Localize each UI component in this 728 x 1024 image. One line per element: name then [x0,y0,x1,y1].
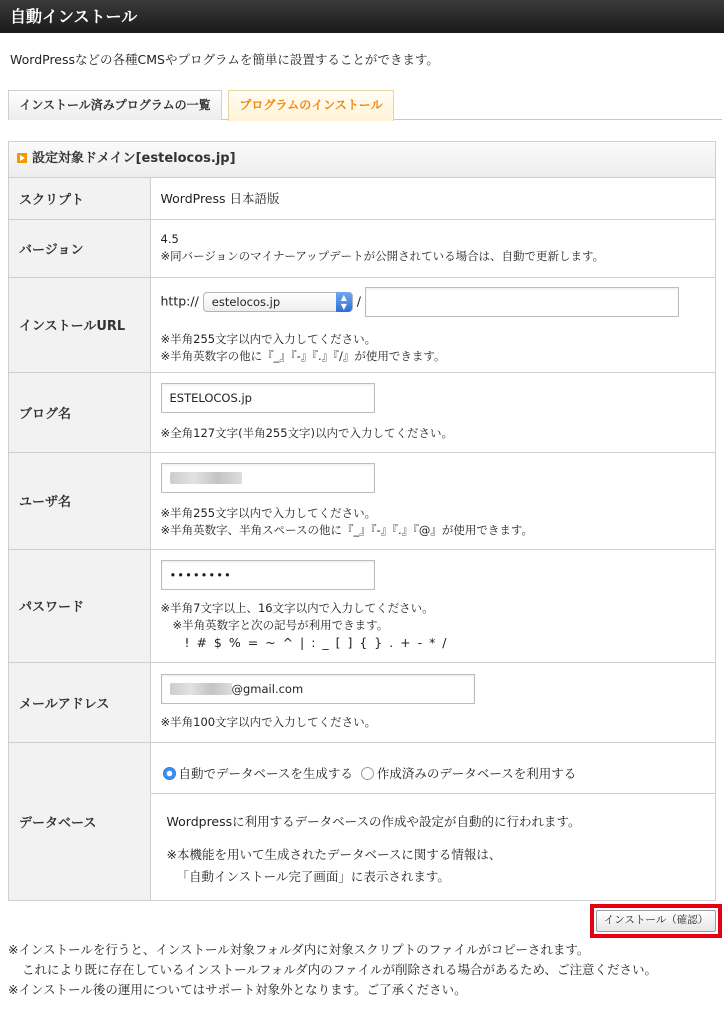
tab-installed-programs[interactable]: インストール済みプログラムの一覧 [8,90,222,120]
select-arrows-icon: ▲ ▼ [336,292,352,312]
blog-name-input[interactable]: ESTELOCOS.jp [161,383,375,413]
install-settings-panel [8,141,716,901]
tab-bar [8,90,722,120]
redacted-email-local [170,683,232,695]
blog-name-note: ※全角127文字(半角255文字)以内で入力してください。 [160,425,454,440]
option-auto-db-label: 自動でデータベースを生成する [178,766,353,782]
password-symbols: ! # $ % = ~ ^ | : _ [ ] { } . + - * / [184,635,447,650]
password-note-1: ※半角7文字以上、16文字以内で入力してください。 [160,601,434,615]
option-existing-db[interactable] [361,766,576,781]
footer-line-3: ※インストール後の運用についてはサポート対象外となります。ご了承ください。 [8,982,467,997]
url-slash: / [356,293,361,308]
page-title: 自動インストール [10,7,138,26]
version-label: バージョン [9,219,150,277]
domain-select[interactable] [203,292,353,312]
email-label: メールアドレス [9,662,150,742]
install-path-input[interactable] [365,287,679,317]
page-title-bar [0,0,724,33]
row-password [9,549,715,662]
footer-line-1: ※インストールを行うと、インストール対象フォルダ内に対象スクリプトのファイルがコピーされます。 [8,942,590,957]
database-desc-2: ※本機能を用いて生成されたデータベースに関する情報は、 [166,847,502,863]
email-input[interactable] [161,674,475,704]
footer-notes [8,940,657,1000]
install-confirm-button[interactable]: インストール（確認） [596,910,716,932]
password-input[interactable]: •••••••• [161,560,375,590]
username-label: ユーザ名 [9,452,150,549]
intro-text: WordPressなどの各種CMSやプログラムを簡単に設置することができます。 [10,52,439,67]
row-email [9,662,715,742]
row-blog-name [9,372,715,452]
panel-header [9,142,715,178]
version-note: ※同バージョンのマイナーアップデートが公開されている場合は、自動で更新します。 [160,249,605,263]
username-input[interactable] [161,463,375,493]
database-desc-3: 「自動インストール完了画面」に表示されます。 [176,869,450,885]
row-script [9,178,715,219]
arrow-bullet-icon [17,153,27,163]
radio-unselected-icon[interactable] [361,767,374,780]
tab-install-program[interactable]: プログラムのインストール [228,90,394,121]
row-install-url [9,277,715,372]
install-url-label: インストールURL [9,277,150,372]
option-auto-db[interactable] [163,766,353,781]
footer-line-2: これにより既に存在しているインストールフォルダ内のファイルが削除される場合があるため、ご注意ください。 [22,962,658,977]
blog-name-label: ブログ名 [9,372,150,452]
install-form [9,178,715,900]
row-database [9,742,715,900]
email-note: ※半角100文字以内で入力してください。 [160,714,377,729]
row-version [9,219,715,277]
install-url-note-2: ※半角英数字の他に『_』『-』『.』『/』が使用できます。 [160,348,446,363]
version-value: 4.5 [160,232,179,246]
target-domain-title: 設定対象ドメイン[estelocos.jp] [32,151,236,166]
option-existing-db-label: 作成済みのデータベースを利用する [376,766,577,782]
email-domain: @gmail.com [231,681,304,696]
username-note-1: ※半角255文字以内で入力してください。 [160,505,377,520]
script-label: スクリプト [9,178,150,219]
install-url-note-1: ※半角255文字以内で入力してください。 [160,331,377,346]
row-username [9,452,715,549]
script-value: WordPress 日本語版 [150,178,715,219]
username-note-2: ※半角英数字、半角スペースの他に『_』『-』『.』『@』が使用できます。 [160,522,533,537]
domain-select-value: estelocos.jp [211,294,281,309]
password-label: パスワード [9,549,150,662]
install-button-highlight [590,904,722,938]
url-prefix: http:// [160,293,199,308]
database-desc-1: Wordpressに利用するデータベースの作成や設定が自動的に行われます。 [166,814,581,830]
redacted-username [170,472,242,484]
database-label: データベース [9,742,150,900]
radio-selected-icon[interactable] [163,767,176,780]
password-note-2: ※半角英数字と次の記号が利用できます。 [172,618,389,632]
